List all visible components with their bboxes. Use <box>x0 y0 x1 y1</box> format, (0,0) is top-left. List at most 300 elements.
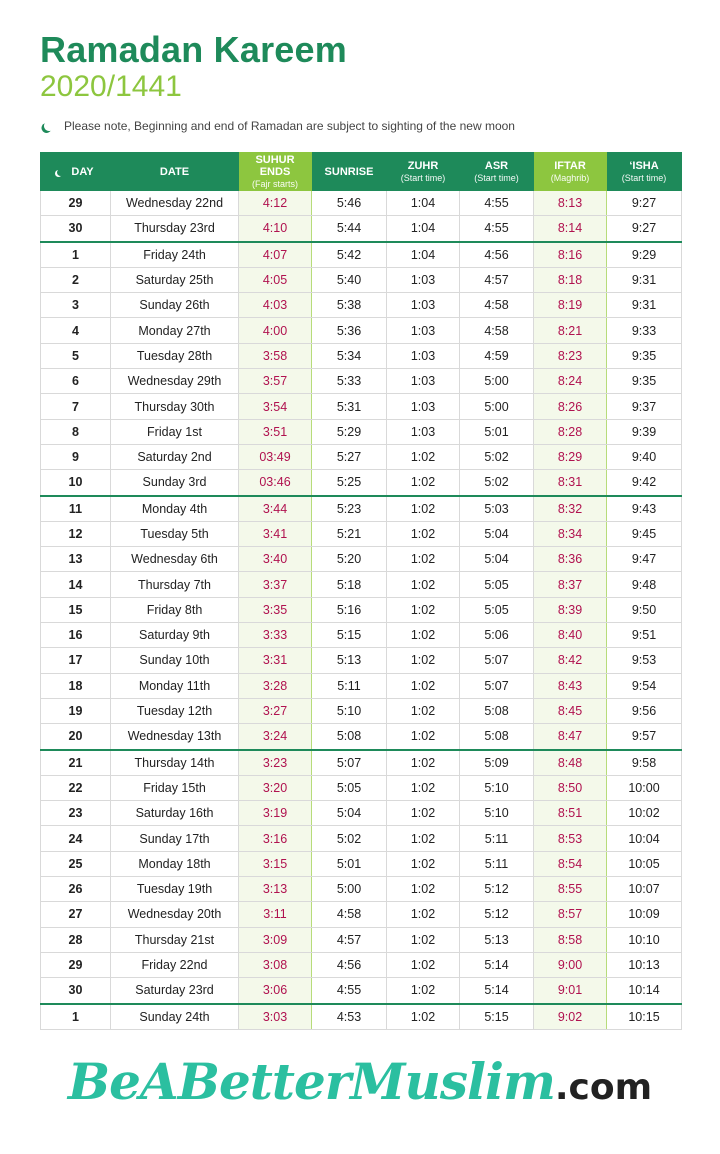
cell-date: Sunday 10th <box>111 648 239 673</box>
col-header-asr: ASR (Start time) <box>460 153 534 191</box>
cell-suhur: 3:19 <box>239 801 312 826</box>
cell-asr: 5:08 <box>460 698 534 723</box>
cell-suhur: 3:57 <box>239 369 312 394</box>
cell-sunrise: 5:18 <box>312 572 387 597</box>
cell-date: Thursday 30th <box>111 394 239 419</box>
cell-date: Thursday 14th <box>111 750 239 776</box>
cell-date: Friday 24th <box>111 242 239 268</box>
cell-zuhr: 1:02 <box>387 877 460 902</box>
col-header-suhur: SUHUR ENDS (Fajr starts) <box>239 153 312 191</box>
cell-zuhr: 1:02 <box>387 572 460 597</box>
table-row <box>41 318 682 343</box>
table-row <box>41 851 682 876</box>
cell-asr: 5:06 <box>460 623 534 648</box>
cell-sunrise: 5:42 <box>312 242 387 268</box>
cell-suhur: 4:07 <box>239 242 312 268</box>
cell-suhur: 3:03 <box>239 1004 312 1030</box>
cell-date: Thursday 21st <box>111 927 239 952</box>
logo-tld-text: .com <box>554 1067 653 1108</box>
cell-asr: 5:03 <box>460 496 534 522</box>
cell-iftar: 8:55 <box>534 877 607 902</box>
table-row <box>41 216 682 242</box>
cell-suhur: 3:54 <box>239 394 312 419</box>
cell-asr: 5:04 <box>460 547 534 572</box>
cell-isha: 9:29 <box>607 242 682 268</box>
cell-asr: 4:58 <box>460 293 534 318</box>
cell-sunrise: 5:29 <box>312 419 387 444</box>
cell-isha: 10:14 <box>607 978 682 1004</box>
cell-suhur: 3:08 <box>239 952 312 977</box>
table-row <box>41 572 682 597</box>
cell-iftar: 8:26 <box>534 394 607 419</box>
table-row <box>41 648 682 673</box>
cell-iftar: 8:19 <box>534 293 607 318</box>
table-row <box>41 597 682 622</box>
cell-suhur: 3:09 <box>239 927 312 952</box>
cell-date: Friday 22nd <box>111 952 239 977</box>
cell-date: Tuesday 28th <box>111 343 239 368</box>
cell-isha: 9:35 <box>607 343 682 368</box>
table-row <box>41 623 682 648</box>
cell-asr: 5:14 <box>460 952 534 977</box>
cell-iftar: 8:28 <box>534 419 607 444</box>
cell-suhur: 3:20 <box>239 775 312 800</box>
cell-zuhr: 1:03 <box>387 293 460 318</box>
cell-zuhr: 1:02 <box>387 521 460 546</box>
cell-iftar: 8:42 <box>534 648 607 673</box>
cell-suhur: 3:51 <box>239 419 312 444</box>
cell-isha: 9:31 <box>607 293 682 318</box>
cell-zuhr: 1:02 <box>387 698 460 723</box>
cell-date: Wednesday 6th <box>111 547 239 572</box>
table-row <box>41 673 682 698</box>
cell-day: 19 <box>41 698 111 723</box>
cell-asr: 5:14 <box>460 978 534 1004</box>
cell-iftar: 8:16 <box>534 242 607 268</box>
cell-isha: 9:33 <box>607 318 682 343</box>
cell-day: 30 <box>41 978 111 1004</box>
cell-day: 29 <box>41 191 111 216</box>
cell-sunrise: 5:36 <box>312 318 387 343</box>
cell-iftar: 8:13 <box>534 191 607 216</box>
cell-iftar: 8:47 <box>534 724 607 750</box>
cell-date: Saturday 23rd <box>111 978 239 1004</box>
table-header-row <box>41 153 682 191</box>
page-header <box>40 28 347 104</box>
cell-zuhr: 1:02 <box>387 952 460 977</box>
table-row <box>41 775 682 800</box>
cell-day: 1 <box>41 1004 111 1030</box>
cell-suhur: 03:46 <box>239 470 312 496</box>
cell-zuhr: 1:02 <box>387 927 460 952</box>
cell-day: 7 <box>41 394 111 419</box>
cell-iftar: 8:34 <box>534 521 607 546</box>
cell-day: 11 <box>41 496 111 522</box>
cell-sunrise: 4:56 <box>312 952 387 977</box>
cell-sunrise: 5:21 <box>312 521 387 546</box>
cell-suhur: 3:23 <box>239 750 312 776</box>
cell-date: Tuesday 19th <box>111 877 239 902</box>
cell-date: Monday 18th <box>111 851 239 876</box>
cell-iftar: 8:23 <box>534 343 607 368</box>
table-row <box>41 801 682 826</box>
cell-sunrise: 5:23 <box>312 496 387 522</box>
cell-asr: 5:05 <box>460 597 534 622</box>
cell-suhur: 3:31 <box>239 648 312 673</box>
cell-zuhr: 1:04 <box>387 216 460 242</box>
cell-isha: 9:42 <box>607 470 682 496</box>
cell-sunrise: 5:20 <box>312 547 387 572</box>
cell-date: Wednesday 20th <box>111 902 239 927</box>
cell-suhur: 3:58 <box>239 343 312 368</box>
cell-zuhr: 1:02 <box>387 496 460 522</box>
cell-sunrise: 5:33 <box>312 369 387 394</box>
table-row <box>41 444 682 469</box>
cell-date: Wednesday 29th <box>111 369 239 394</box>
table-row <box>41 547 682 572</box>
cell-isha: 9:57 <box>607 724 682 750</box>
cell-iftar: 8:31 <box>534 470 607 496</box>
cell-iftar: 9:02 <box>534 1004 607 1030</box>
crescent-moon-icon <box>43 120 56 133</box>
cell-iftar: 8:43 <box>534 673 607 698</box>
cell-suhur: 3:40 <box>239 547 312 572</box>
cell-date: Sunday 26th <box>111 293 239 318</box>
cell-sunrise: 4:55 <box>312 978 387 1004</box>
cell-iftar: 8:24 <box>534 369 607 394</box>
cell-sunrise: 5:07 <box>312 750 387 776</box>
table-row <box>41 978 682 1004</box>
table-row <box>41 1004 682 1030</box>
cell-asr: 5:02 <box>460 444 534 469</box>
cell-iftar: 8:58 <box>534 927 607 952</box>
cell-suhur: 3:37 <box>239 572 312 597</box>
logo-brand-text: BeABetterMuslim <box>67 1052 555 1111</box>
cell-date: Tuesday 12th <box>111 698 239 723</box>
cell-day: 24 <box>41 826 111 851</box>
cell-isha: 10:02 <box>607 801 682 826</box>
cell-isha: 9:54 <box>607 673 682 698</box>
cell-iftar: 9:00 <box>534 952 607 977</box>
cell-sunrise: 5:00 <box>312 877 387 902</box>
cell-asr: 5:12 <box>460 902 534 927</box>
cell-day: 2 <box>41 267 111 292</box>
cell-suhur: 03:49 <box>239 444 312 469</box>
cell-sunrise: 5:44 <box>312 216 387 242</box>
cell-day: 26 <box>41 877 111 902</box>
cell-day: 17 <box>41 648 111 673</box>
cell-sunrise: 5:01 <box>312 851 387 876</box>
cell-date: Monday 11th <box>111 673 239 698</box>
cell-suhur: 4:12 <box>239 191 312 216</box>
cell-iftar: 8:29 <box>534 444 607 469</box>
cell-zuhr: 1:02 <box>387 801 460 826</box>
table-row <box>41 369 682 394</box>
cell-asr: 5:15 <box>460 1004 534 1030</box>
table-row <box>41 191 682 216</box>
cell-iftar: 8:57 <box>534 902 607 927</box>
ramadan-timetable <box>40 152 682 1030</box>
cell-iftar: 8:48 <box>534 750 607 776</box>
cell-date: Tuesday 5th <box>111 521 239 546</box>
cell-day: 18 <box>41 673 111 698</box>
cell-suhur: 3:24 <box>239 724 312 750</box>
cell-asr: 5:04 <box>460 521 534 546</box>
cell-zuhr: 1:02 <box>387 673 460 698</box>
cell-date: Friday 15th <box>111 775 239 800</box>
cell-zuhr: 1:03 <box>387 267 460 292</box>
cell-isha: 10:13 <box>607 952 682 977</box>
brand-logo <box>0 1052 720 1111</box>
cell-isha: 9:50 <box>607 597 682 622</box>
cell-date: Sunday 24th <box>111 1004 239 1030</box>
cell-sunrise: 5:40 <box>312 267 387 292</box>
cell-zuhr: 1:02 <box>387 648 460 673</box>
cell-zuhr: 1:02 <box>387 547 460 572</box>
cell-day: 1 <box>41 242 111 268</box>
cell-isha: 10:04 <box>607 826 682 851</box>
cell-isha: 9:40 <box>607 444 682 469</box>
cell-asr: 5:11 <box>460 826 534 851</box>
cell-zuhr: 1:02 <box>387 444 460 469</box>
cell-isha: 9:27 <box>607 216 682 242</box>
cell-iftar: 8:32 <box>534 496 607 522</box>
cell-sunrise: 5:02 <box>312 826 387 851</box>
cell-suhur: 3:16 <box>239 826 312 851</box>
cell-isha: 9:56 <box>607 698 682 723</box>
table-row <box>41 470 682 496</box>
cell-iftar: 8:50 <box>534 775 607 800</box>
cell-sunrise: 4:58 <box>312 902 387 927</box>
cell-sunrise: 5:46 <box>312 191 387 216</box>
cell-asr: 5:00 <box>460 394 534 419</box>
timetable-body <box>41 191 682 1030</box>
cell-date: Sunday 3rd <box>111 470 239 496</box>
cell-day: 30 <box>41 216 111 242</box>
cell-sunrise: 5:34 <box>312 343 387 368</box>
note-text: Please note, Beginning and end of Ramadan are subject to sighting of the new moon <box>64 119 515 133</box>
cell-zuhr: 1:02 <box>387 724 460 750</box>
cell-iftar: 8:39 <box>534 597 607 622</box>
cell-asr: 5:10 <box>460 775 534 800</box>
cell-sunrise: 5:13 <box>312 648 387 673</box>
cell-day: 23 <box>41 801 111 826</box>
cell-suhur: 3:13 <box>239 877 312 902</box>
cell-date: Wednesday 22nd <box>111 191 239 216</box>
cell-day: 20 <box>41 724 111 750</box>
cell-asr: 5:01 <box>460 419 534 444</box>
col-header-date: DATE <box>111 153 239 191</box>
cell-asr: 5:09 <box>460 750 534 776</box>
cell-sunrise: 5:38 <box>312 293 387 318</box>
cell-sunrise: 5:15 <box>312 623 387 648</box>
cell-day: 8 <box>41 419 111 444</box>
cell-date: Sunday 17th <box>111 826 239 851</box>
cell-asr: 4:56 <box>460 242 534 268</box>
cell-suhur: 3:15 <box>239 851 312 876</box>
cell-zuhr: 1:02 <box>387 470 460 496</box>
cell-date: Friday 1st <box>111 419 239 444</box>
cell-zuhr: 1:04 <box>387 242 460 268</box>
cell-sunrise: 5:10 <box>312 698 387 723</box>
cell-suhur: 3:44 <box>239 496 312 522</box>
cell-zuhr: 1:03 <box>387 419 460 444</box>
cell-iftar: 8:18 <box>534 267 607 292</box>
cell-suhur: 4:03 <box>239 293 312 318</box>
cell-asr: 5:07 <box>460 648 534 673</box>
cell-isha: 9:35 <box>607 369 682 394</box>
cell-isha: 9:58 <box>607 750 682 776</box>
cell-day: 3 <box>41 293 111 318</box>
cell-date: Wednesday 13th <box>111 724 239 750</box>
cell-date: Saturday 9th <box>111 623 239 648</box>
table-row <box>41 826 682 851</box>
cell-zuhr: 1:02 <box>387 750 460 776</box>
cell-date: Saturday 2nd <box>111 444 239 469</box>
table-row <box>41 952 682 977</box>
table-row <box>41 877 682 902</box>
cell-day: 21 <box>41 750 111 776</box>
cell-zuhr: 1:02 <box>387 826 460 851</box>
table-row <box>41 242 682 268</box>
cell-day: 29 <box>41 952 111 977</box>
cell-asr: 5:13 <box>460 927 534 952</box>
cell-isha: 9:37 <box>607 394 682 419</box>
cell-day: 15 <box>41 597 111 622</box>
cell-day: 27 <box>41 902 111 927</box>
cell-isha: 10:07 <box>607 877 682 902</box>
cell-day: 10 <box>41 470 111 496</box>
cell-iftar: 9:01 <box>534 978 607 1004</box>
cell-asr: 5:00 <box>460 369 534 394</box>
cell-isha: 9:47 <box>607 547 682 572</box>
cell-day: 12 <box>41 521 111 546</box>
cell-asr: 4:59 <box>460 343 534 368</box>
table-row <box>41 521 682 546</box>
cell-isha: 10:10 <box>607 927 682 952</box>
cell-sunrise: 5:31 <box>312 394 387 419</box>
col-header-iftar: IFTAR (Maghrib) <box>534 153 607 191</box>
cell-zuhr: 1:03 <box>387 318 460 343</box>
cell-asr: 4:55 <box>460 191 534 216</box>
cell-day: 28 <box>41 927 111 952</box>
cell-iftar: 8:51 <box>534 801 607 826</box>
cell-sunrise: 5:25 <box>312 470 387 496</box>
col-header-isha: ‘ISHA (Start time) <box>607 153 682 191</box>
table-row <box>41 267 682 292</box>
crescent-moon-icon <box>57 169 64 176</box>
col-header-sunrise: SUNRISE <box>312 153 387 191</box>
cell-zuhr: 1:03 <box>387 343 460 368</box>
cell-isha: 9:27 <box>607 191 682 216</box>
page-title: Ramadan Kareem <box>40 29 347 70</box>
cell-zuhr: 1:03 <box>387 394 460 419</box>
cell-sunrise: 5:16 <box>312 597 387 622</box>
cell-day: 25 <box>41 851 111 876</box>
cell-zuhr: 1:03 <box>387 369 460 394</box>
cell-day: 4 <box>41 318 111 343</box>
cell-iftar: 8:21 <box>534 318 607 343</box>
col-header-day: DAY <box>41 153 111 191</box>
table-row <box>41 394 682 419</box>
cell-sunrise: 5:27 <box>312 444 387 469</box>
cell-day: 5 <box>41 343 111 368</box>
cell-suhur: 3:27 <box>239 698 312 723</box>
cell-isha: 9:53 <box>607 648 682 673</box>
cell-asr: 5:07 <box>460 673 534 698</box>
cell-day: 14 <box>41 572 111 597</box>
cell-day: 16 <box>41 623 111 648</box>
table-row <box>41 293 682 318</box>
cell-suhur: 4:05 <box>239 267 312 292</box>
table-row <box>41 419 682 444</box>
cell-iftar: 8:45 <box>534 698 607 723</box>
cell-isha: 9:43 <box>607 496 682 522</box>
cell-zuhr: 1:04 <box>387 191 460 216</box>
table-row <box>41 698 682 723</box>
cell-date: Thursday 7th <box>111 572 239 597</box>
cell-date: Monday 27th <box>111 318 239 343</box>
cell-iftar: 8:36 <box>534 547 607 572</box>
cell-asr: 4:58 <box>460 318 534 343</box>
cell-sunrise: 5:08 <box>312 724 387 750</box>
cell-zuhr: 1:02 <box>387 775 460 800</box>
cell-sunrise: 5:05 <box>312 775 387 800</box>
cell-isha: 10:15 <box>607 1004 682 1030</box>
cell-day: 22 <box>41 775 111 800</box>
page-subtitle: 2020/1441 <box>40 70 182 103</box>
cell-isha: 9:51 <box>607 623 682 648</box>
cell-zuhr: 1:02 <box>387 623 460 648</box>
cell-zuhr: 1:02 <box>387 978 460 1004</box>
cell-suhur: 3:11 <box>239 902 312 927</box>
cell-day: 13 <box>41 547 111 572</box>
cell-asr: 4:57 <box>460 267 534 292</box>
cell-suhur: 3:41 <box>239 521 312 546</box>
cell-isha: 9:48 <box>607 572 682 597</box>
cell-sunrise: 4:57 <box>312 927 387 952</box>
table-row <box>41 724 682 750</box>
cell-suhur: 3:06 <box>239 978 312 1004</box>
cell-sunrise: 5:04 <box>312 801 387 826</box>
cell-asr: 5:02 <box>460 470 534 496</box>
cell-day: 9 <box>41 444 111 469</box>
cell-asr: 5:08 <box>460 724 534 750</box>
cell-isha: 10:09 <box>607 902 682 927</box>
cell-date: Saturday 25th <box>111 267 239 292</box>
cell-date: Thursday 23rd <box>111 216 239 242</box>
table-row <box>41 750 682 776</box>
cell-date: Saturday 16th <box>111 801 239 826</box>
table-row <box>41 927 682 952</box>
cell-date: Monday 4th <box>111 496 239 522</box>
table-row <box>41 496 682 522</box>
cell-suhur: 3:33 <box>239 623 312 648</box>
cell-sunrise: 5:11 <box>312 673 387 698</box>
cell-iftar: 8:54 <box>534 851 607 876</box>
cell-date: Friday 8th <box>111 597 239 622</box>
table-row <box>41 902 682 927</box>
table-row <box>41 343 682 368</box>
cell-suhur: 4:10 <box>239 216 312 242</box>
cell-isha: 9:45 <box>607 521 682 546</box>
cell-suhur: 4:00 <box>239 318 312 343</box>
cell-isha: 9:31 <box>607 267 682 292</box>
cell-zuhr: 1:02 <box>387 1004 460 1030</box>
cell-zuhr: 1:02 <box>387 902 460 927</box>
cell-sunrise: 4:53 <box>312 1004 387 1030</box>
cell-isha: 9:39 <box>607 419 682 444</box>
